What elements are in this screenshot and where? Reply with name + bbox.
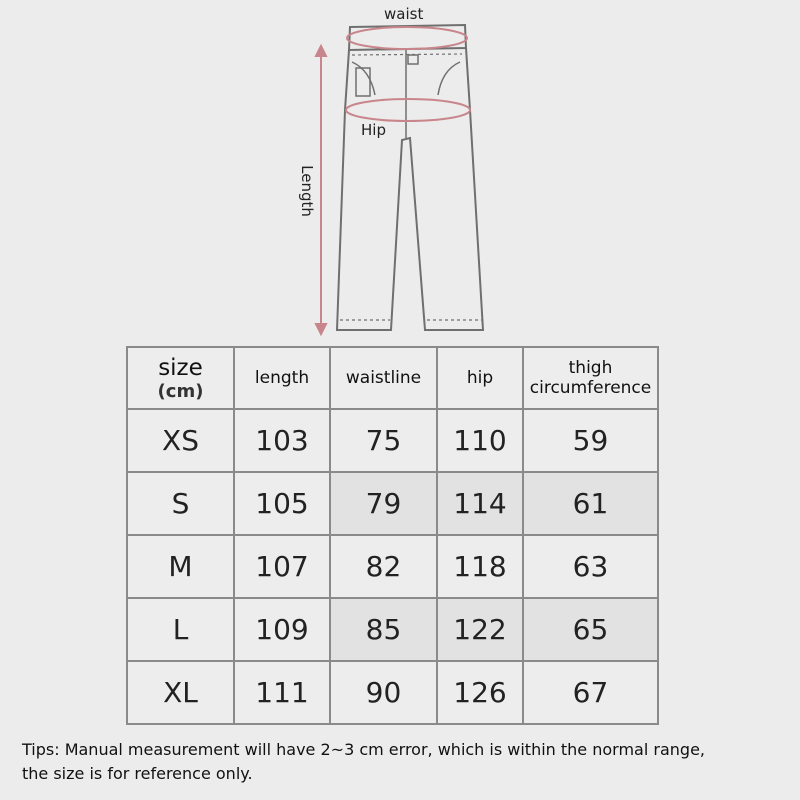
size-cell: L — [127, 598, 234, 661]
hip-cell: 118 — [437, 535, 523, 598]
size-cell: XS — [127, 409, 234, 472]
thigh-cell: 59 — [523, 409, 658, 472]
hip-cell: 122 — [437, 598, 523, 661]
waistline-cell: 90 — [330, 661, 437, 724]
waistline-cell: 82 — [330, 535, 437, 598]
length-label: Length — [298, 165, 316, 217]
header-size — [127, 347, 234, 409]
tips-line-1: Tips: Manual measurement will have 2~3 cm error, which is within the normal range, — [22, 740, 705, 759]
length-cell: 105 — [234, 472, 330, 535]
header-thigh: thigh circumference — [523, 347, 658, 409]
header-length: length — [234, 347, 330, 409]
thigh-cell: 65 — [523, 598, 658, 661]
thigh-cell: 63 — [523, 535, 658, 598]
tips-line-2: the size is for reference only. — [22, 764, 253, 783]
header-size-unit: (cm) — [157, 380, 204, 402]
thigh-cell: 67 — [523, 661, 658, 724]
pants-outline — [337, 25, 483, 330]
length-cell: 111 — [234, 661, 330, 724]
hip-cell: 110 — [437, 409, 523, 472]
waistline-cell: 85 — [330, 598, 437, 661]
length-cell: 103 — [234, 409, 330, 472]
length-cell: 109 — [234, 598, 330, 661]
size-cell: M — [127, 535, 234, 598]
table-row — [127, 472, 658, 535]
table-header-row — [127, 347, 658, 409]
length-measure-line — [316, 46, 326, 334]
waistline-cell: 75 — [330, 409, 437, 472]
hip-cell: 126 — [437, 661, 523, 724]
thigh-cell: 61 — [523, 472, 658, 535]
hip-label: Hip — [361, 121, 386, 139]
tips-note — [22, 738, 792, 786]
waistline-cell: 79 — [330, 472, 437, 535]
pants-diagram — [0, 0, 800, 345]
size-chart-table — [126, 346, 659, 725]
header-size-label: size — [158, 354, 203, 381]
header-hip: hip — [437, 347, 523, 409]
size-cell: S — [127, 472, 234, 535]
hip-cell: 114 — [437, 472, 523, 535]
size-cell: XL — [127, 661, 234, 724]
hip-measure-line — [346, 99, 470, 121]
length-cell: 107 — [234, 535, 330, 598]
table-row — [127, 409, 658, 472]
table-row — [127, 535, 658, 598]
waist-label: waist — [384, 5, 424, 23]
table-row — [127, 661, 658, 724]
table-row — [127, 598, 658, 661]
waist-measure-line — [347, 27, 467, 49]
header-waistline: waistline — [330, 347, 437, 409]
